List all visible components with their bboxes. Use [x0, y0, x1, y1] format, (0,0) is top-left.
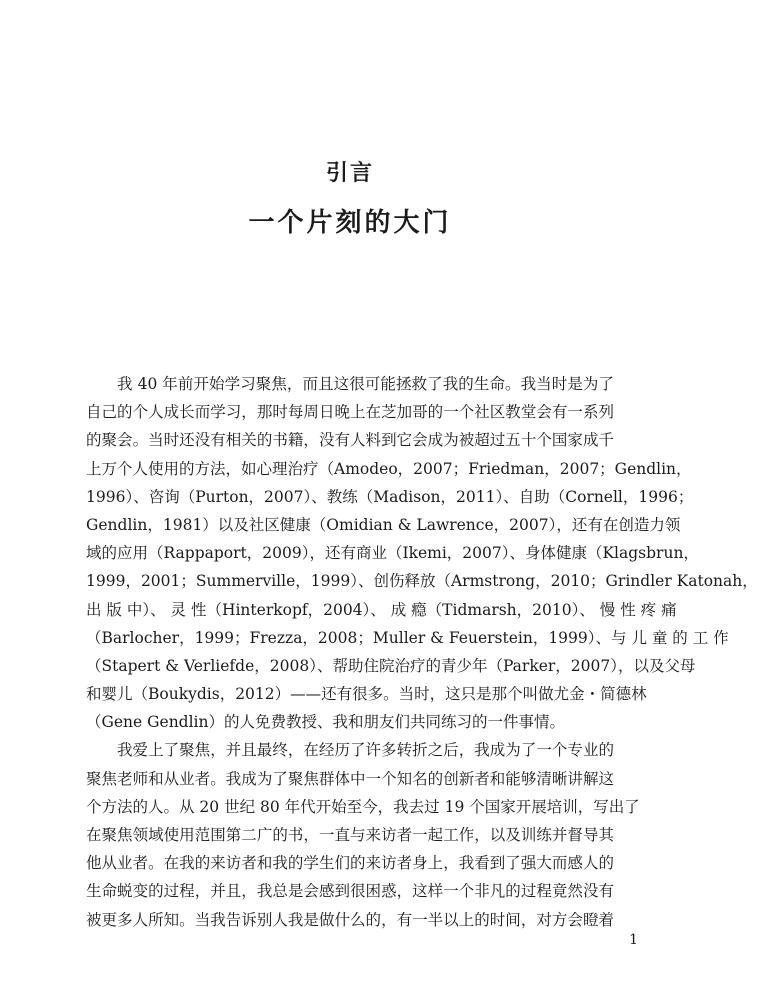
text-line: （Stapert & Verliefde，2008）、帮助住院治疗的青少年（Parker，2007），以及父母 — [86, 656, 696, 675]
text-line: 生命蜕变的过程，并且，我总是会感到很困惑，这样一个非凡的过程竟然没有 — [86, 882, 614, 901]
text-line: 和婴儿（Boukydis，2012）——还有很多。当时，这只是那个叫做尤金・简德林 — [86, 685, 647, 704]
page-number: 1 — [629, 932, 638, 948]
text-line: 1999，2001；Summerville，1999）、创伤释放（Armstrong，2010；Grindler Katonah， — [86, 572, 758, 591]
text-line: 自己的个人成长而学习，那时每周日晚上在芝加哥的一个社区教堂会有一系列 — [86, 403, 614, 422]
body-text — [86, 370, 758, 934]
text-line: Gendlin，1981）以及社区健康（Omidian & Lawrence，2007），还有在创造力领 — [86, 515, 681, 534]
text-line: 个方法的人。从 20 世纪 80 年代开始至今，我去过 19 个国家开展培训，写出了 — [86, 797, 640, 816]
text-line: （Gene Gendlin）的人免费教授、我和朋友们共同练习的一件事情。 — [86, 713, 565, 732]
text-line: 出 版 中）、 灵 性（Hinterkopf，2004）、 成 瘾（Tidmarsh，2010）、 慢 性 疼 痛 — [86, 600, 677, 619]
text-line: 在聚焦领域使用范围第二广的书，一直与来访者一起工作，以及训练并督导其 — [86, 826, 614, 844]
chapter-title: 一个片刻的大门 — [248, 208, 452, 238]
text-line: 上万个人使用的方法，如心理治疗（Amodeo，2007；Friedman，2007；Gendlin， — [86, 459, 692, 478]
text-line: 我 40 年前开始学习聚焦，而且这很可能拯救了我的生命。我当时是为了 — [117, 375, 614, 393]
text-line: 1996）、咨询（Purton，2007）、教练（Madison，2011）、自助（Cornell，1996； — [86, 487, 694, 506]
text-line: 我爱上了聚焦，并且最终，在经历了许多转折之后，我成为了一个专业的 — [117, 741, 614, 760]
paragraph — [86, 370, 758, 736]
text-line: 域的应用（Rappaport，2009），还有商业（Ikemi，2007）、身体健康（Klagsbrun， — [86, 544, 699, 563]
text-line: 聚焦老师和从业者。我成为了聚焦群体中一个知名的创新者和能够清晰讲解这 — [86, 769, 614, 788]
chapter-label: 引言 — [325, 161, 374, 186]
text-line: 他从业者。在我的来访者和我的学生们的来访者身上，我看到了强大而感人的 — [86, 854, 614, 873]
text-line: 被更多人所知。当我告诉别人我是做什么的，有一半以上的时间，对方会瞪着 — [86, 910, 614, 929]
text-line: （Barlocher，1999；Frezza，2008；Muller & Feuerstein，1999）、与 儿 童 的 工 作 — [86, 628, 729, 647]
text-line: 的聚会。当时还没有相关的书籍，没有人料到它会成为被超过五十个国家成千 — [86, 431, 614, 450]
paragraph — [86, 736, 640, 933]
